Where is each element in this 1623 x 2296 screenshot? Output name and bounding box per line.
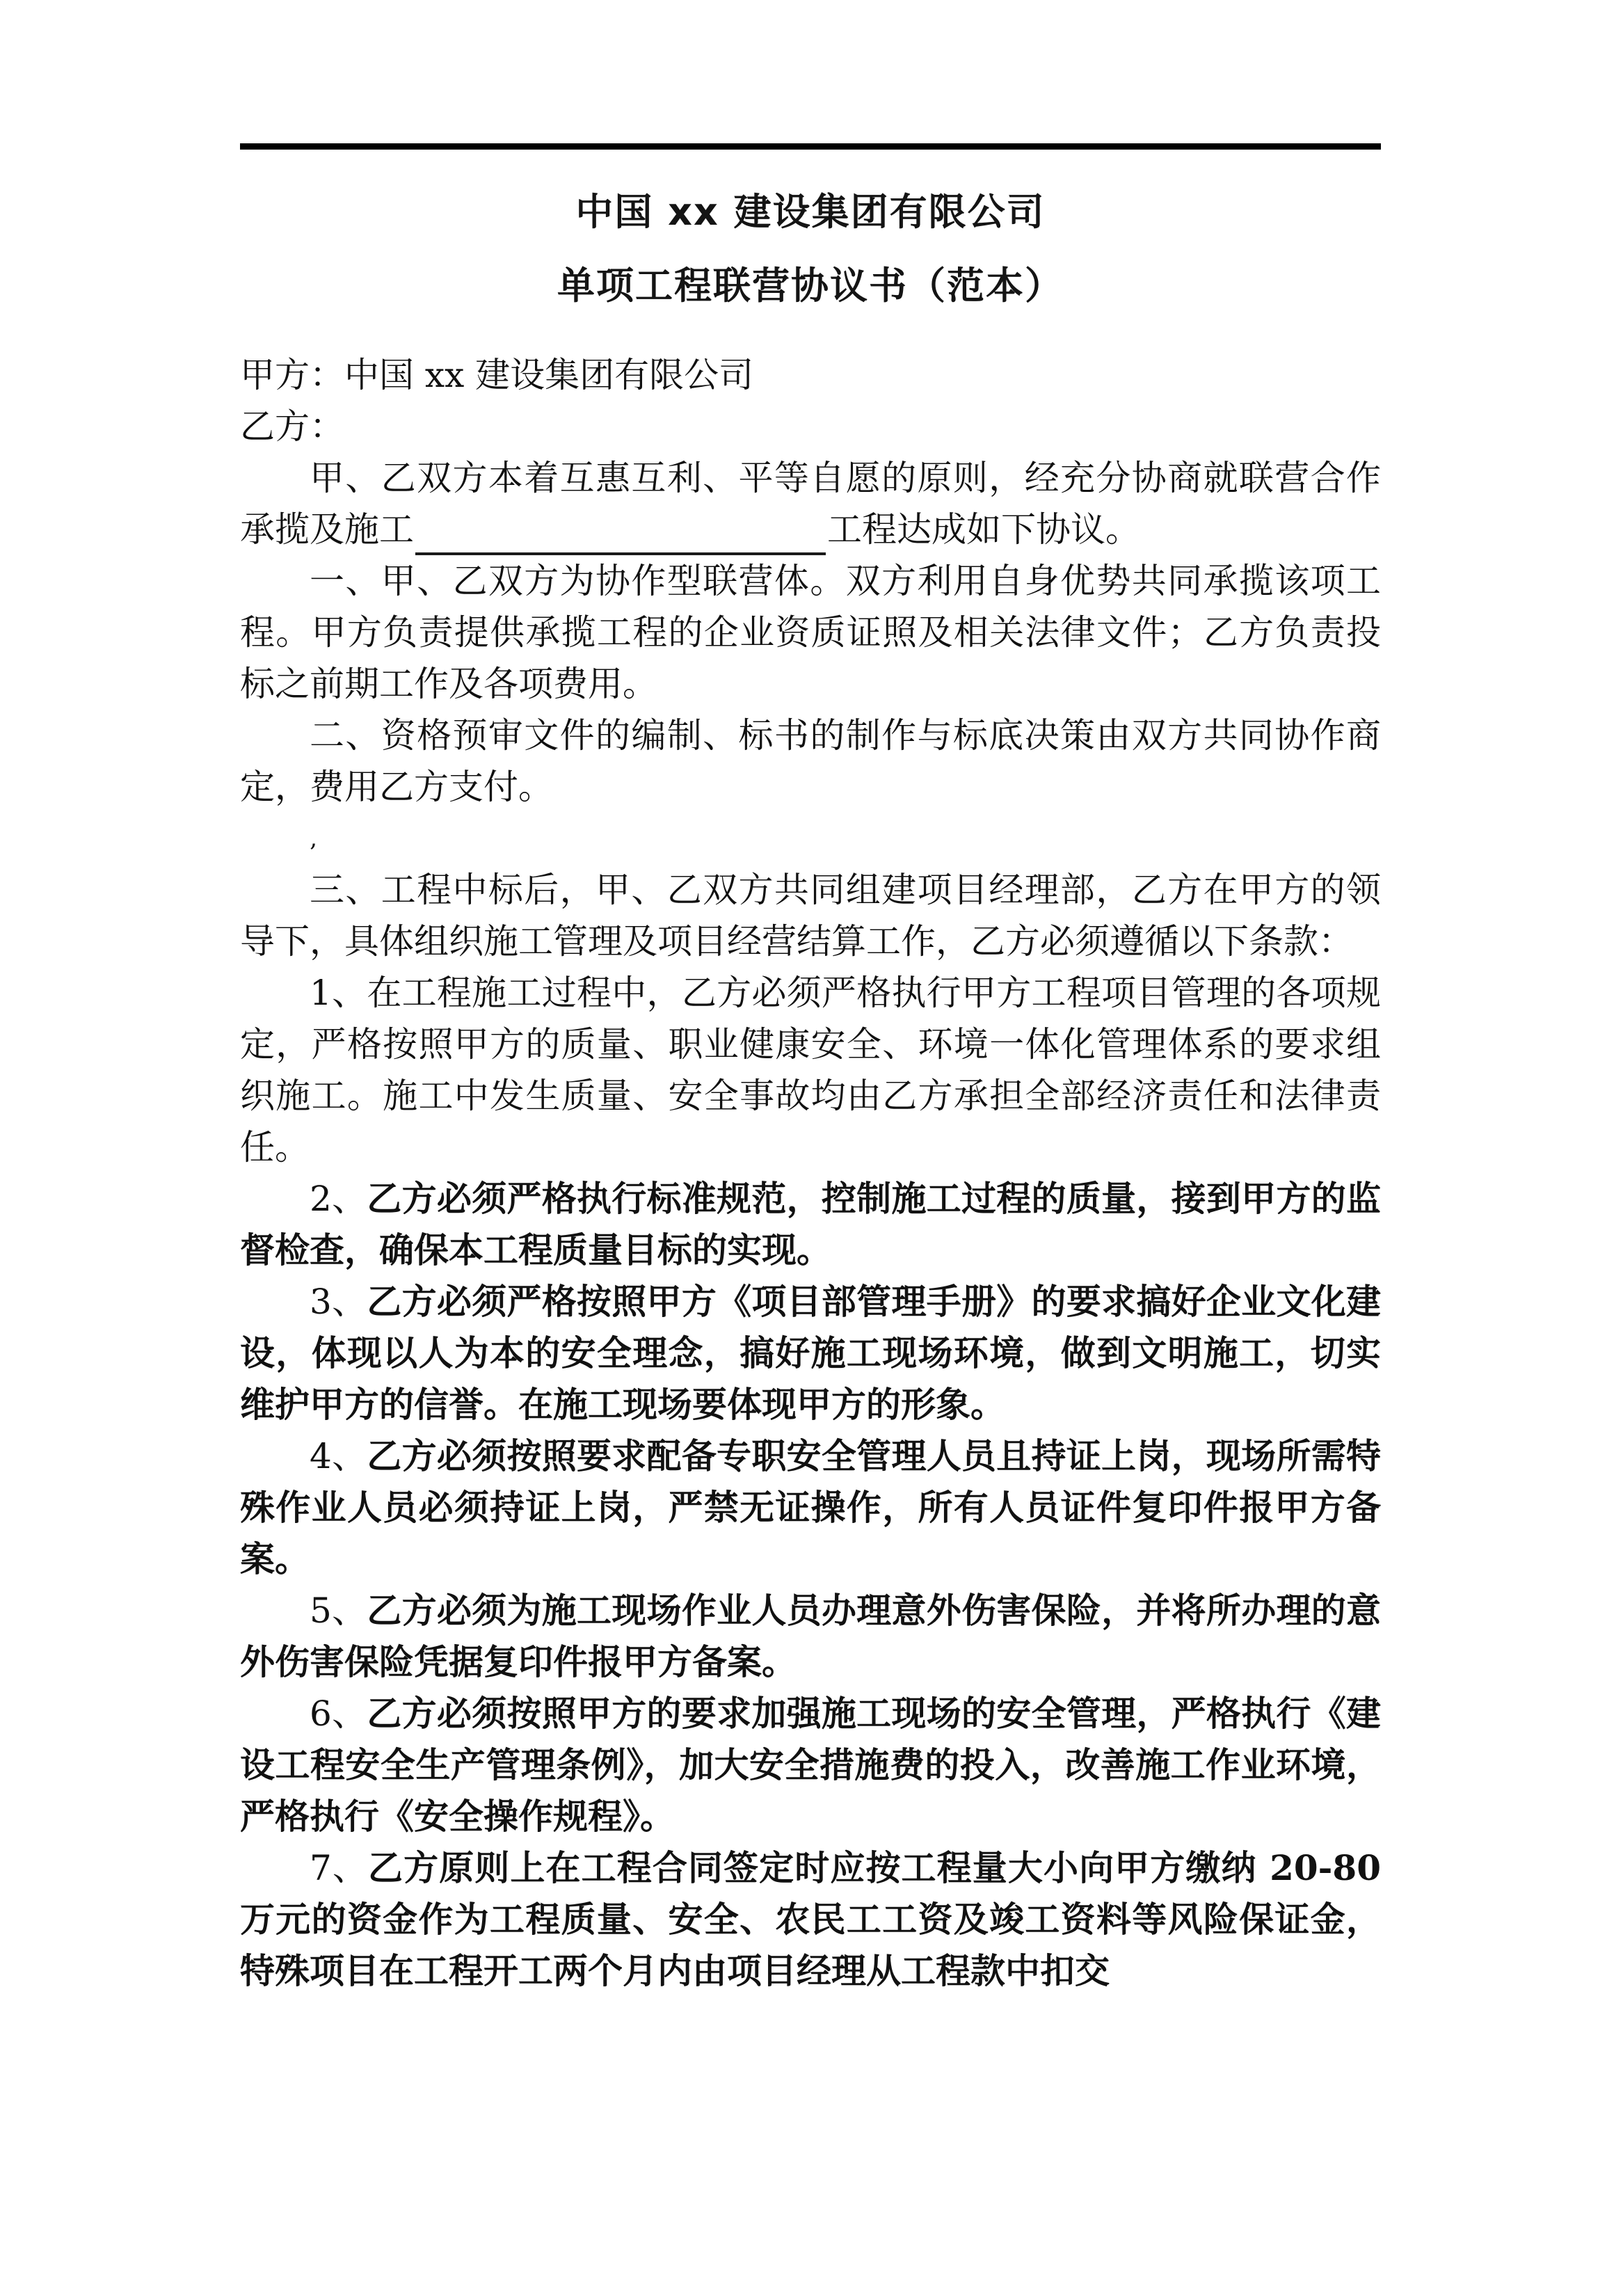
header-horizontal-rule (240, 143, 1381, 150)
clause-item (240, 1173, 1381, 1276)
clause-item (240, 1276, 1381, 1430)
section-item (240, 555, 1381, 710)
clause-text: 乙方必须严格执行标准规范，控制施工过程的质量，接到甲方的监督检查，确保本工程质量目标的实现。 (240, 1178, 1381, 1270)
clause-text: 乙方必须严格按照甲方《项目部管理手册》的要求搞好企业文化建设，体现以人为本的安全理念，搞好施工现场环境，做到文明施工，切实维护甲方的信誉。在施工现场要体现甲方的形象。 (240, 1281, 1381, 1425)
section-item (240, 864, 1381, 967)
preamble-paragraph (240, 452, 1381, 555)
clause-number: 3、 (310, 1282, 367, 1322)
stray-punctuation-mark: ‚ (310, 824, 317, 852)
clause-text: 乙方必须为施工现场作业人员办理意外伤害保险，并将所办理的意外伤害保险凭据复印件报甲方备案。 (240, 1590, 1381, 1682)
document-content (240, 182, 1381, 1997)
section-number: 三、 (310, 870, 381, 910)
party-b-line: 乙方： (240, 406, 344, 447)
clause-item (240, 1430, 1381, 1585)
section-item (240, 710, 1381, 813)
document-body (240, 349, 1381, 1997)
clause-number: 4、 (310, 1436, 367, 1476)
clause-text: 乙方原则上在工程合同签定时应按工程量大小向甲方缴纳 20-80 万元的资金作为工程质量、安全、农民工工资及竣工资料等风险保证金，特殊项目在工程开工两个月内由项目经理从工程款中扣交 (240, 1847, 1382, 1991)
party-a-line: 甲方：中国 xx 建设集团有限公司 (240, 355, 754, 395)
section-number: 二、 (310, 715, 381, 756)
clause-item (240, 1842, 1381, 1997)
project-name-blank-field[interactable] (415, 520, 826, 555)
section-text: 工程中标后，甲、乙双方共同组建项目经理部，乙方在甲方的领导下，具体组织施工管理及项目经营结算工作，乙方必须遵循以下条款： (240, 870, 1382, 962)
document-title-company: 中国 xx 建设集团有限公司 (575, 190, 1046, 234)
section-text: 甲、乙双方为协作型联营体。双方利用自身优势共同承揽该项工程。甲方负责提供承揽工程的企业资质证照及相关法律文件；乙方负责投标之前期工作及各项费用。 (240, 561, 1382, 704)
clause-number: 5、 (310, 1591, 367, 1631)
clause-text: 在工程施工过程中，乙方必须严格执行甲方工程项目管理的各项规定，严格按照甲方的质量、职业健康安全、环境一体化管理体系的要求组织施工。施工中发生质量、安全事故均由乙方承担全部经济责任和法律责任。 (240, 973, 1381, 1167)
clause-item (240, 1688, 1381, 1842)
clause-number: 6、 (310, 1693, 367, 1734)
clause-number: 2、 (310, 1179, 367, 1219)
clause-text: 乙方必须按照要求配备专职安全管理人员且持证上岗，现场所需特殊作业人员必须持证上岗，严禁无证操作，所有人员证件复印件报甲方备案。 (240, 1435, 1381, 1579)
clause-number: 7、 (310, 1848, 369, 1888)
clause-text: 乙方必须按照甲方的要求加强施工现场的安全管理，严格执行《建设工程安全生产管理条例》，加大安全措施费的投入，改善施工作业环境，严格执行《安全操作规程》。 (240, 1693, 1381, 1837)
clause-number: 1、 (310, 973, 367, 1013)
preamble-text-before-blank: 甲、乙双方本着互惠互利、平等自愿的原则，经充分协商就联营合作承揽及施工 (240, 458, 1381, 550)
clause-item (240, 967, 1381, 1173)
clause-item (240, 1585, 1381, 1688)
section-number: 一、 (310, 561, 381, 601)
preamble-text-after-blank: 工程达成如下协议。 (827, 509, 1140, 550)
document-title-agreement: 单项工程联营协议书（范本） (557, 264, 1064, 308)
section-text: 资格预审文件的编制、标书的制作与标底决策由双方共同协作商定，费用乙方支付。 (240, 715, 1382, 807)
